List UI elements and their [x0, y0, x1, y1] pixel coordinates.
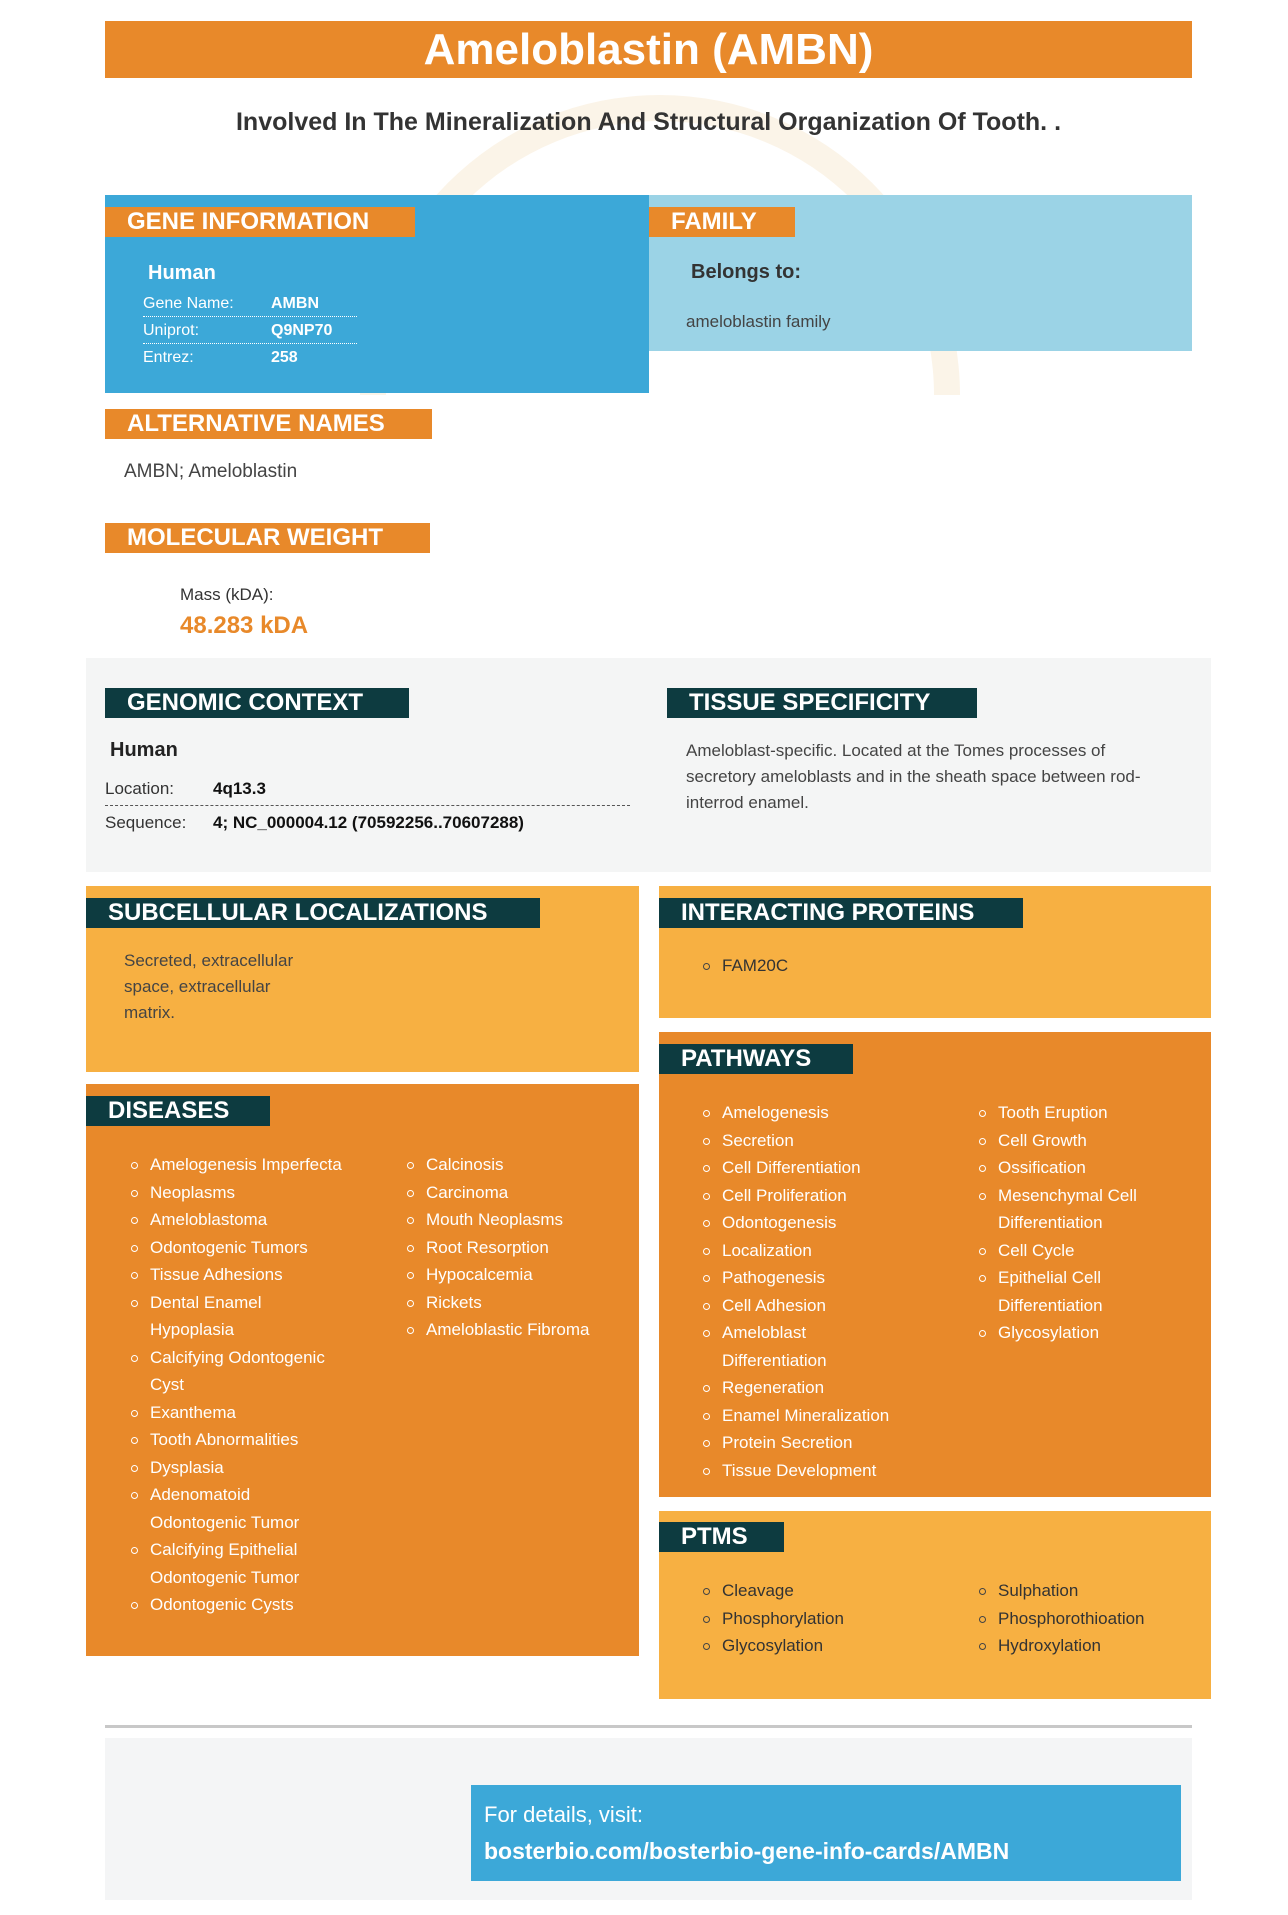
gene-name-value: AMBN: [271, 295, 319, 312]
list-item: Calcifying Odontogenic Cyst: [130, 1344, 350, 1399]
details-url-link[interactable]: bosterbio.com/bosterbio-gene-info-cards/AMBN: [484, 1838, 1010, 1864]
tissue-specificity-label: TISSUE SPECIFICITY: [667, 688, 977, 718]
list-item: Mouth Neoplasms: [406, 1206, 636, 1234]
belongs-to-label: Belongs to:: [691, 261, 801, 283]
page-subtitle: Involved In The Mineralization And Structural Organization Of Tooth. .: [235, 108, 1062, 136]
list-item: Phosphorothioation: [978, 1605, 1188, 1633]
list-item: Exanthema: [130, 1399, 350, 1427]
entrez-value: 258: [271, 349, 298, 366]
details-link-box[interactable]: [471, 1785, 1181, 1881]
list-item: Secretion: [702, 1127, 922, 1155]
list-item: Cell Adhesion: [702, 1292, 922, 1320]
list-item: Ameloblastic Fibroma: [406, 1316, 636, 1344]
list-item: Ameloblastoma: [130, 1206, 350, 1234]
list-item: Tissue Development: [702, 1457, 922, 1485]
subcellular-text: Secreted, extracellular space, extracellular matrix.: [124, 951, 294, 1022]
gene-information-label: GENE INFORMATION: [105, 207, 415, 237]
list-item: Glycosylation: [978, 1319, 1178, 1347]
list-item: Odontogenic Cysts: [130, 1591, 350, 1619]
list-item: Enamel Mineralization: [702, 1402, 922, 1430]
sequence-row: [105, 806, 630, 840]
interacting-proteins-list: [702, 952, 788, 980]
gene-name-row: [143, 291, 357, 317]
list-item: Amelogenesis Imperfecta: [130, 1151, 350, 1179]
family-value: ameloblastin family: [686, 312, 831, 331]
list-item: Cell Differentiation: [702, 1154, 922, 1182]
pathways-label: PATHWAYS: [659, 1044, 853, 1074]
list-item: Pathogenesis: [702, 1264, 922, 1292]
mass-label: Mass (kDA):: [180, 585, 274, 604]
diseases-list-col1: [130, 1151, 350, 1619]
list-item: Rickets: [406, 1289, 636, 1317]
gene-name-key: Gene Name:: [143, 295, 234, 312]
list-item: Hypocalcemia: [406, 1261, 636, 1289]
molecular-weight-label: MOLECULAR WEIGHT: [105, 523, 430, 553]
tissue-specificity-text: Ameloblast-specific. Located at the Tomes processes of secretory ameloblasts and in the sheath space between rod-interrod enamel.: [686, 741, 1141, 812]
list-item: Odontogenic Tumors: [130, 1234, 350, 1262]
list-item: Dental Enamel Hypoplasia: [130, 1289, 350, 1344]
list-item: Root Resorption: [406, 1234, 636, 1262]
sequence-key: Sequence:: [105, 813, 187, 832]
list-item: Carcinoma: [406, 1179, 636, 1207]
gene-information-panel: [105, 195, 649, 393]
list-item: Calcifying Epithelial Odontogenic Tumor: [130, 1536, 350, 1591]
family-panel: [649, 195, 1192, 351]
list-item: Epithelial Cell Differentiation: [978, 1264, 1128, 1319]
gene-species: Human: [148, 262, 216, 284]
list-item: Ameloblast Differentiation: [702, 1319, 852, 1374]
uniprot-row: [143, 318, 357, 344]
pathways-list-col1: [702, 1099, 922, 1484]
list-item: Odontogenesis: [702, 1209, 922, 1237]
list-item: Calcinosis: [406, 1151, 636, 1179]
interacting-proteins-label: INTERACTING PROTEINS: [659, 898, 1023, 928]
list-item: Glycosylation: [702, 1632, 922, 1660]
alternative-names-label: ALTERNATIVE NAMES: [105, 409, 432, 439]
genomic-context-label: GENOMIC CONTEXT: [105, 688, 409, 718]
list-item: Cleavage: [702, 1577, 922, 1605]
list-item: Hydroxylation: [978, 1632, 1188, 1660]
list-item: Regeneration: [702, 1374, 922, 1402]
entrez-row: [143, 345, 357, 371]
location-row: [105, 772, 630, 806]
list-item: Tooth Abnormalities: [130, 1426, 350, 1454]
diseases-label: DISEASES: [86, 1096, 270, 1126]
mass-value: 48.283 kDA: [180, 612, 309, 639]
subcellular-label: SUBCELLULAR LOCALIZATIONS: [86, 898, 540, 928]
list-item: Neoplasms: [130, 1179, 350, 1207]
footer-divider: [105, 1725, 1192, 1728]
page-title: Ameloblastin (AMBN): [105, 21, 1192, 78]
list-item: Tissue Adhesions: [130, 1261, 350, 1289]
details-label: For details, visit:: [484, 1802, 643, 1827]
list-item: Protein Secretion: [702, 1429, 922, 1457]
sequence-value: 4; NC_000004.12 (70592256..70607288): [213, 813, 524, 832]
list-item: Cell Cycle: [978, 1237, 1178, 1265]
entrez-key: Entrez:: [143, 349, 194, 366]
list-item: Mesenchymal Cell Differentiation: [978, 1182, 1153, 1237]
list-item: Amelogenesis: [702, 1099, 922, 1127]
ptms-list-col2: [978, 1577, 1188, 1660]
ptms-label: PTMS: [659, 1522, 784, 1552]
pathways-list-col2: [978, 1099, 1178, 1347]
location-value: 4q13.3: [213, 779, 266, 798]
list-item: Cell Growth: [978, 1127, 1178, 1155]
family-label: FAMILY: [649, 207, 795, 237]
diseases-list-col2: [406, 1151, 636, 1344]
list-item: Ossification: [978, 1154, 1178, 1182]
list-item: Tooth Eruption: [978, 1099, 1178, 1127]
uniprot-value: Q9NP70: [271, 322, 333, 339]
list-item: Adenomatoid Odontogenic Tumor: [130, 1481, 350, 1536]
list-item: Sulphation: [978, 1577, 1188, 1605]
genomic-species: Human: [110, 739, 178, 761]
ptms-list-col1: [702, 1577, 922, 1660]
list-item: FAM20C: [702, 952, 788, 980]
list-item: Cell Proliferation: [702, 1182, 922, 1210]
uniprot-key: Uniprot:: [143, 322, 200, 339]
list-item: Dysplasia: [130, 1454, 350, 1482]
list-item: Localization: [702, 1237, 922, 1265]
location-key: Location:: [105, 779, 174, 798]
list-item: Phosphorylation: [702, 1605, 922, 1633]
alternative-names-value: AMBN; Ameloblastin: [124, 461, 298, 482]
